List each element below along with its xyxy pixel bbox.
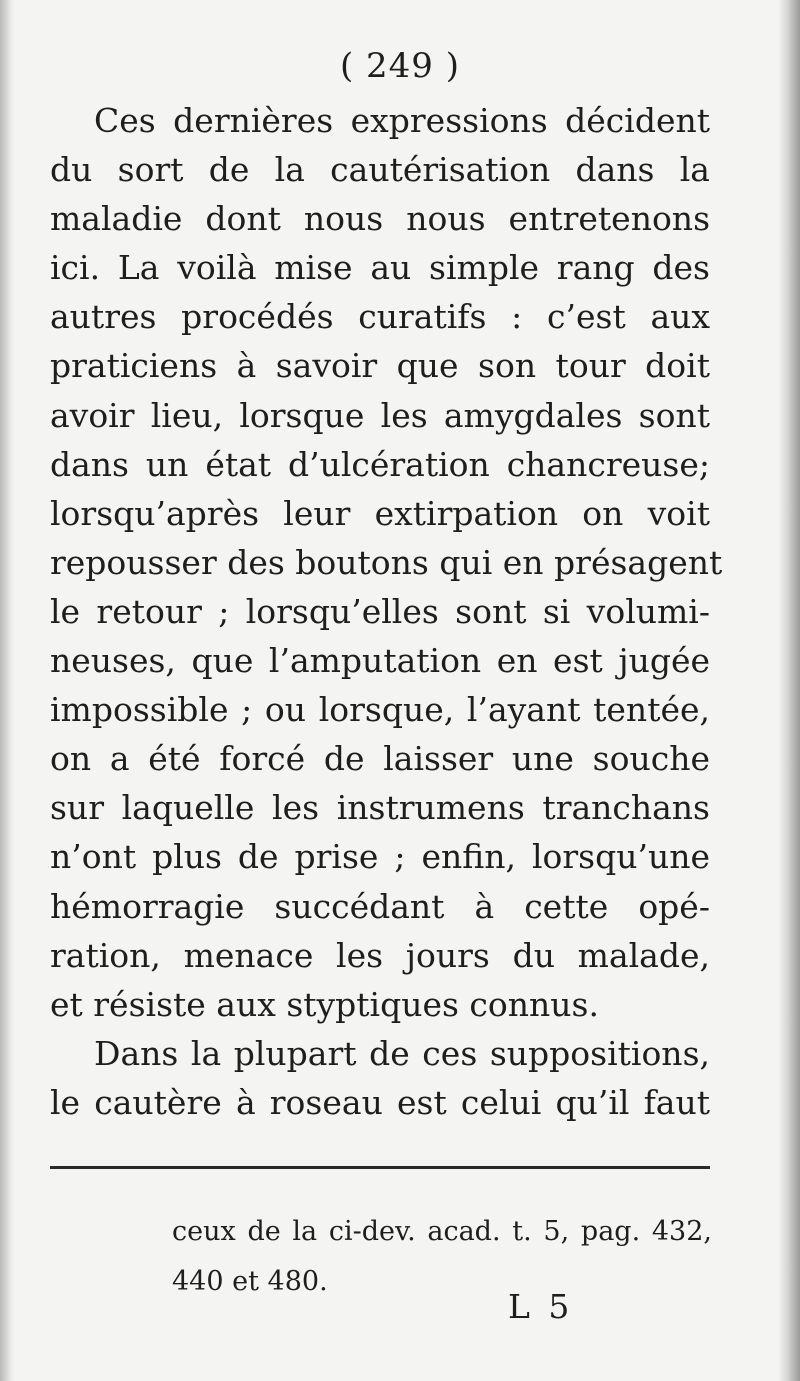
page-number: ( 249 ) <box>339 46 461 86</box>
footnote-rule <box>50 1166 710 1169</box>
paragraph-line: praticiens à savoir que son tour doit <box>50 346 710 386</box>
paragraph-line: on a été forcé de laisser une souche <box>50 739 710 779</box>
footnote-line: 440 et 480. <box>172 1266 328 1297</box>
paragraph-line: lorsqu’après leur extirpation on voit <box>50 493 710 533</box>
paragraph-line: autres procédés curatifs : c’est aux <box>50 297 710 337</box>
paragraph-line: repousser des boutons qui en présagent <box>50 542 723 582</box>
paragraph-line: ration, menace les jours du malade, <box>50 935 710 975</box>
signature-mark: L 5 <box>508 1287 574 1326</box>
paragraph-line: sur laquelle les instrumens tranchans <box>50 788 710 828</box>
paragraph-line: n’ont plus de prise ; enfin, lorsqu’une <box>50 837 710 877</box>
footnote-line: ceux de la ci-dev. acad. t. 5, pag. 432, <box>172 1216 712 1247</box>
footnote <box>172 1207 712 1307</box>
paragraph-line: le retour ; lorsqu’elles sont si volumi- <box>50 591 710 631</box>
page-right-edge <box>778 0 800 1381</box>
paragraph-line: du sort de la cautérisation dans la <box>50 150 710 190</box>
paragraph-line: avoir lieu, lorsque les amygdales sont <box>50 395 710 435</box>
paragraph-line: ici. La voilà mise au simple rang des <box>50 248 710 288</box>
paragraph-line: neuses, que l’amputation en est jugée <box>50 641 710 681</box>
paragraph-line: impossible ; ou lorsque, l’ayant tentée, <box>50 690 710 730</box>
paragraph-line: dans un état d’ulcération chancreuse; <box>50 444 710 484</box>
body-text <box>50 96 723 1127</box>
paragraph-line: maladie dont nous nous entretenons <box>50 199 710 239</box>
paragraph-line: et résiste aux styptiques connus. <box>50 984 599 1024</box>
paragraph-line: Dans la plupart de ces suppositions, <box>94 1033 710 1073</box>
paragraph-line: le cautère à roseau est celui qu’il faut <box>50 1082 710 1122</box>
paragraph-line: hémorragie succédant à cette opé- <box>50 886 710 926</box>
paragraph-line: Ces dernières expressions décident <box>94 101 710 140</box>
page-left-edge <box>0 0 14 1381</box>
